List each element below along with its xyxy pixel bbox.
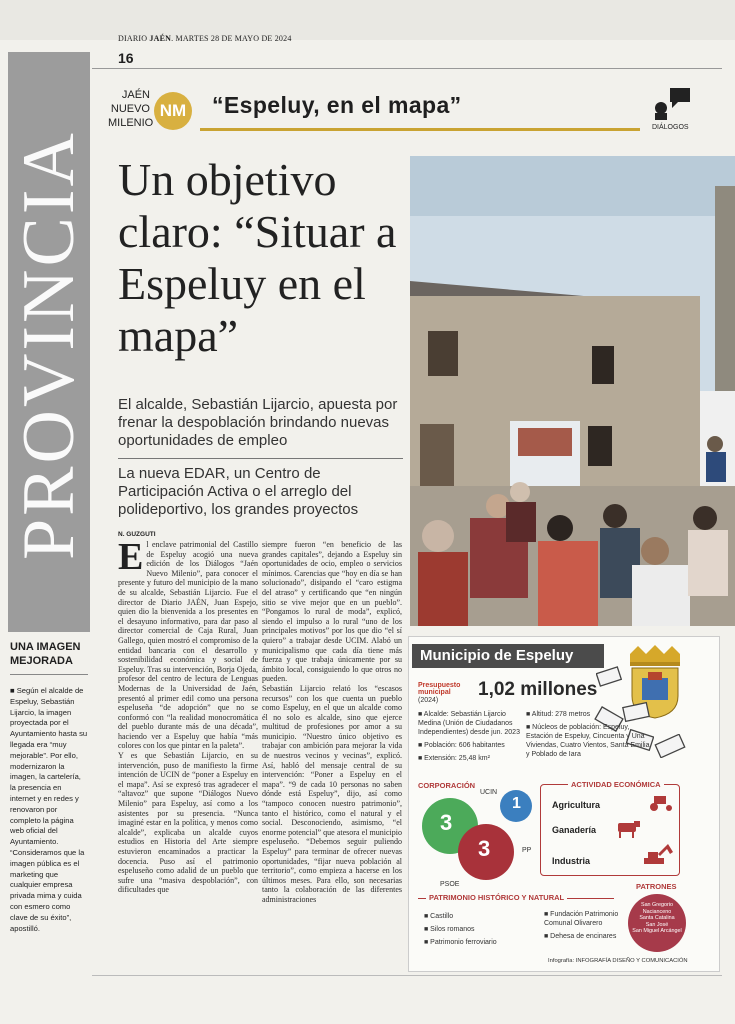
budget-value: 1,02 millones: [478, 679, 598, 700]
masthead-brand: JAÉN: [149, 34, 172, 43]
dialogue-bubbles-icon: [652, 86, 692, 120]
body-column-2: [262, 540, 402, 972]
fact-mayor: ■ Alcalde: Sebastián Lijarcio Medina (Unión de Ciudadanos Independientes) desde jun. 2023: [418, 711, 520, 736]
deck-2: La nueva EDAR, un Centro de Participación Activa o el arreglo del polideportivo, los grandes proyectos: [118, 465, 359, 518]
patrimonio-dehesa: ■ Dehesa de encinares: [544, 933, 617, 940]
party-psoe: PSOE: [440, 881, 460, 888]
seats-pp: 1: [512, 795, 521, 812]
logo-line-1: JAÉN: [121, 89, 150, 101]
excavator-icon: [640, 840, 676, 870]
byline: N. GUZGUTI: [118, 531, 156, 538]
logo-text: [108, 88, 154, 130]
seats-ucin: 3: [440, 810, 453, 835]
body-column-1: [118, 540, 258, 972]
fact-area: ■ Extensión: 25,48 km²: [418, 755, 490, 762]
masthead-date: MARTES 28 DE MAYO DE 2024: [175, 34, 292, 43]
patrimonio-fundacion: ■ Fundación Patrimonio Comunal Olivarero: [544, 911, 619, 927]
budget-label: Presupuesto municipal: [418, 682, 461, 696]
deck-rule: [118, 458, 403, 459]
header-rule: [92, 68, 722, 69]
body-text-1: l enclave patrimonial del Castillo de Espeluy acogió una nueva edición de los Diálogos “Jaén Nuevo Milenio”, para conocer el presente y futuro del municipio de la mano de su alcalde, Sebastián Lijarcio. Fue el director de Diario JAÉN, Juan Espejo, quien dio la bienvenida a los presentes en el desayuno informativo, para dar paso al director comercial de Caja Rural, Juan Gallego, quien mostró el compromiso de la entidad bancaria con el desarrollo y sostenibilidad económica y social de Espeluy. Tras su intervención, Borja Ojeda, profesor del centro de lectura de Lenguas Modernas de la Universidad de Jaén, presentó al primer edil como una persona espeluseña “de adopción” que no se conformó con “la realidad monocromática del pueblo durante más de una década”, haciendo ver a Espeluy que había “más colores con los que pintar en la paleta”. Y es que Sebastián Lijarcio, en su intervención, puso de manifiesto la firme intención de UCIN de “poner a Espeluy en el mapa”. Así se expresó tras agradecer el “altavoz” que supone “Diálogos Nuevo Milenio” para Espeluy, así como a los asistentes por su presencia. “Nunca imaginé estar en la política, y menos como alcalde”, explicaba un alcalde cuyos estudios en Historia del Arte siempre estuvieron encaminados a practicar la docencia. Puso así el patrimonio espeluseño como adalid de un pueblo que sufre una “masiva despoblación”, con dificultades que: [118, 540, 258, 895]
seats-psoe: 3: [478, 836, 491, 861]
budget-year: (2024): [418, 697, 439, 704]
banknote-icon-5: [654, 734, 686, 758]
patrones-label: PATRONES: [636, 882, 677, 891]
fact-altitude: ■ Altitud: 278 metros: [526, 711, 591, 718]
actividad-ganaderia: Ganadería: [552, 825, 597, 835]
banknote-icon: [596, 666, 622, 688]
infographic-title: Municipio de Espeluy: [412, 644, 604, 668]
actividad-agricultura: Agricultura: [552, 800, 601, 810]
series-rule: [200, 128, 640, 131]
nm-logo-badge: NM: [154, 92, 192, 130]
actividad-industria: Industria: [552, 856, 591, 866]
patrimonio-right: [544, 910, 624, 941]
patrimonio-silos: ■ Silos romanos: [424, 926, 475, 933]
fact-population: ■ Población: 606 habitantes: [418, 742, 505, 749]
previous-page-strip: [0, 0, 735, 40]
actividad-label: ACTIVIDAD ECONÓMICA: [568, 780, 664, 789]
fact-nuclei: ■ Núcleos de población: Espeluy, Estación de Espeluy, Cincuenta y Una Viviendas, Cuatro Vientos, Santa Emilia y Poblado de Iara: [526, 724, 650, 758]
sidebar-text: ■ Según el alcalde de Espeluy, Sebastián Lijarcio, la imagen proyectada por el Ayuntamiento hasta su llegada era “muy mejorable”. Por ello, modernizaron la imagen, la cartelería, la presencia en internet y en redes y renovaron por completo la página web oficial del Ayuntamiento. “Consideramos que la imagen pública es el marketing que cualquier empresa privada mima y cuida con esmero como clave de su éxito”, apostilló.: [10, 686, 88, 933]
facts-left: [418, 710, 528, 763]
drop-cap: E: [118, 540, 144, 578]
masthead: DIARIO JAÉN. MARTES 28 DE MAYO DE 2024: [118, 34, 292, 43]
sidebar-title: UNA IMAGEN MEJORADA: [10, 641, 81, 667]
section-label: PROVINCIA: [8, 130, 90, 560]
masthead-paper: DIARIO: [118, 34, 148, 43]
headline: Un objetivo claro: “Situar a Espeluy en el mapa”: [118, 154, 397, 361]
infographic-credit: Infografía: INFOGRAFÍA DISEÑO Y COMUNICACIÓN: [548, 958, 688, 964]
series-title: “Espeluy, en el mapa”: [212, 92, 462, 118]
patron-4: San Miguel Arcángel: [632, 928, 682, 935]
party-pp: PP: [522, 847, 532, 854]
logo-line-2: NUEVO: [110, 103, 150, 115]
patrimonio-left: [424, 910, 534, 949]
sidebar-rule: [10, 674, 88, 675]
body-text-2: siempre fueron “en beneficio de las grandes capitales”, dejando a Espeluy sin oportunidades de ocio, empleo o servicios mínimos. Carencias que “hoy en día se han solucionado”, disipando el “caro estigma del atraso” y certificando que “en ningún sitio se vive mejor que en un pueblo”. “Pongamos lo rural de moda”, explicó, siendo el impulso a lo rural “uno de los principales motivos” por los que dio “el sí quiero” a trabajar desde UCIM. Alabó un municipalismo que cada día tiene más fuerza y que trabaja únicamente por su ámbito local, consiguiendo lo que otros no pueden. Sebastián Lijarcio relató los “escasos recursos” con los que cuenta un pueblo como Espeluy, en el que un alcalde como él no solo es alcalde, sino que ejerce multitud de profesiones por amor a su municipio. “Nuestro único objetivo es trabajar con ambición para mejorar la vida de nuestros vecinos y vecinas”, explicó. Así, habló del mensaje central de su intervención: “Poner a Espeluy en el mapa”. “9 de cada 10 personas no saben dónde está Espeluy”, dijo, así como “tampoco conocen nuestro patrimonio”, tanto el histórico, como el natural y el social. Desconociendo, asimismo, “el enorme potencial” que atesora el municipio espeluseño. “Debemos seguir puliendo Espeluy” para terminar de ofrecer nuevas oportunidades, “fijar nueva población al territorio”, como empieza a hacerse en los últimos meses. Para ello, son necesarias tanto la colaboración de las diferentes administraciones: [262, 540, 402, 904]
patron-1: San Gregorio Nacianceno: [640, 902, 674, 915]
facts-right: [526, 710, 650, 759]
cow-icon: [612, 818, 642, 840]
patrimonio-label: PATRIMONIO HISTÓRICO Y NATURAL: [426, 893, 567, 902]
patron-3: San José: [645, 921, 669, 928]
patrones-circle: [628, 894, 686, 952]
logo-line-3: MILENIO: [108, 117, 154, 129]
footer-rule: [92, 975, 722, 976]
tractor-icon: [646, 792, 676, 812]
dialogos-label: DIÁLOGOS: [652, 124, 689, 131]
patrimonio-castillo: ■ Castillo: [424, 913, 454, 920]
party-ucin: UCIN: [480, 789, 498, 796]
page-number: 16: [118, 50, 134, 66]
corporacion-label: CORPORACIÓN: [418, 781, 476, 790]
event-photo: [410, 156, 735, 626]
deck-1: El alcalde, Sebastián Lijarcio, apuesta por frenar la despoblación brindando nuevas oportunidades de empleo: [118, 396, 398, 449]
patrimonio-ferroviario: ■ Patrimonio ferroviario: [424, 939, 497, 946]
patron-2: Santa Catalina: [639, 915, 675, 922]
